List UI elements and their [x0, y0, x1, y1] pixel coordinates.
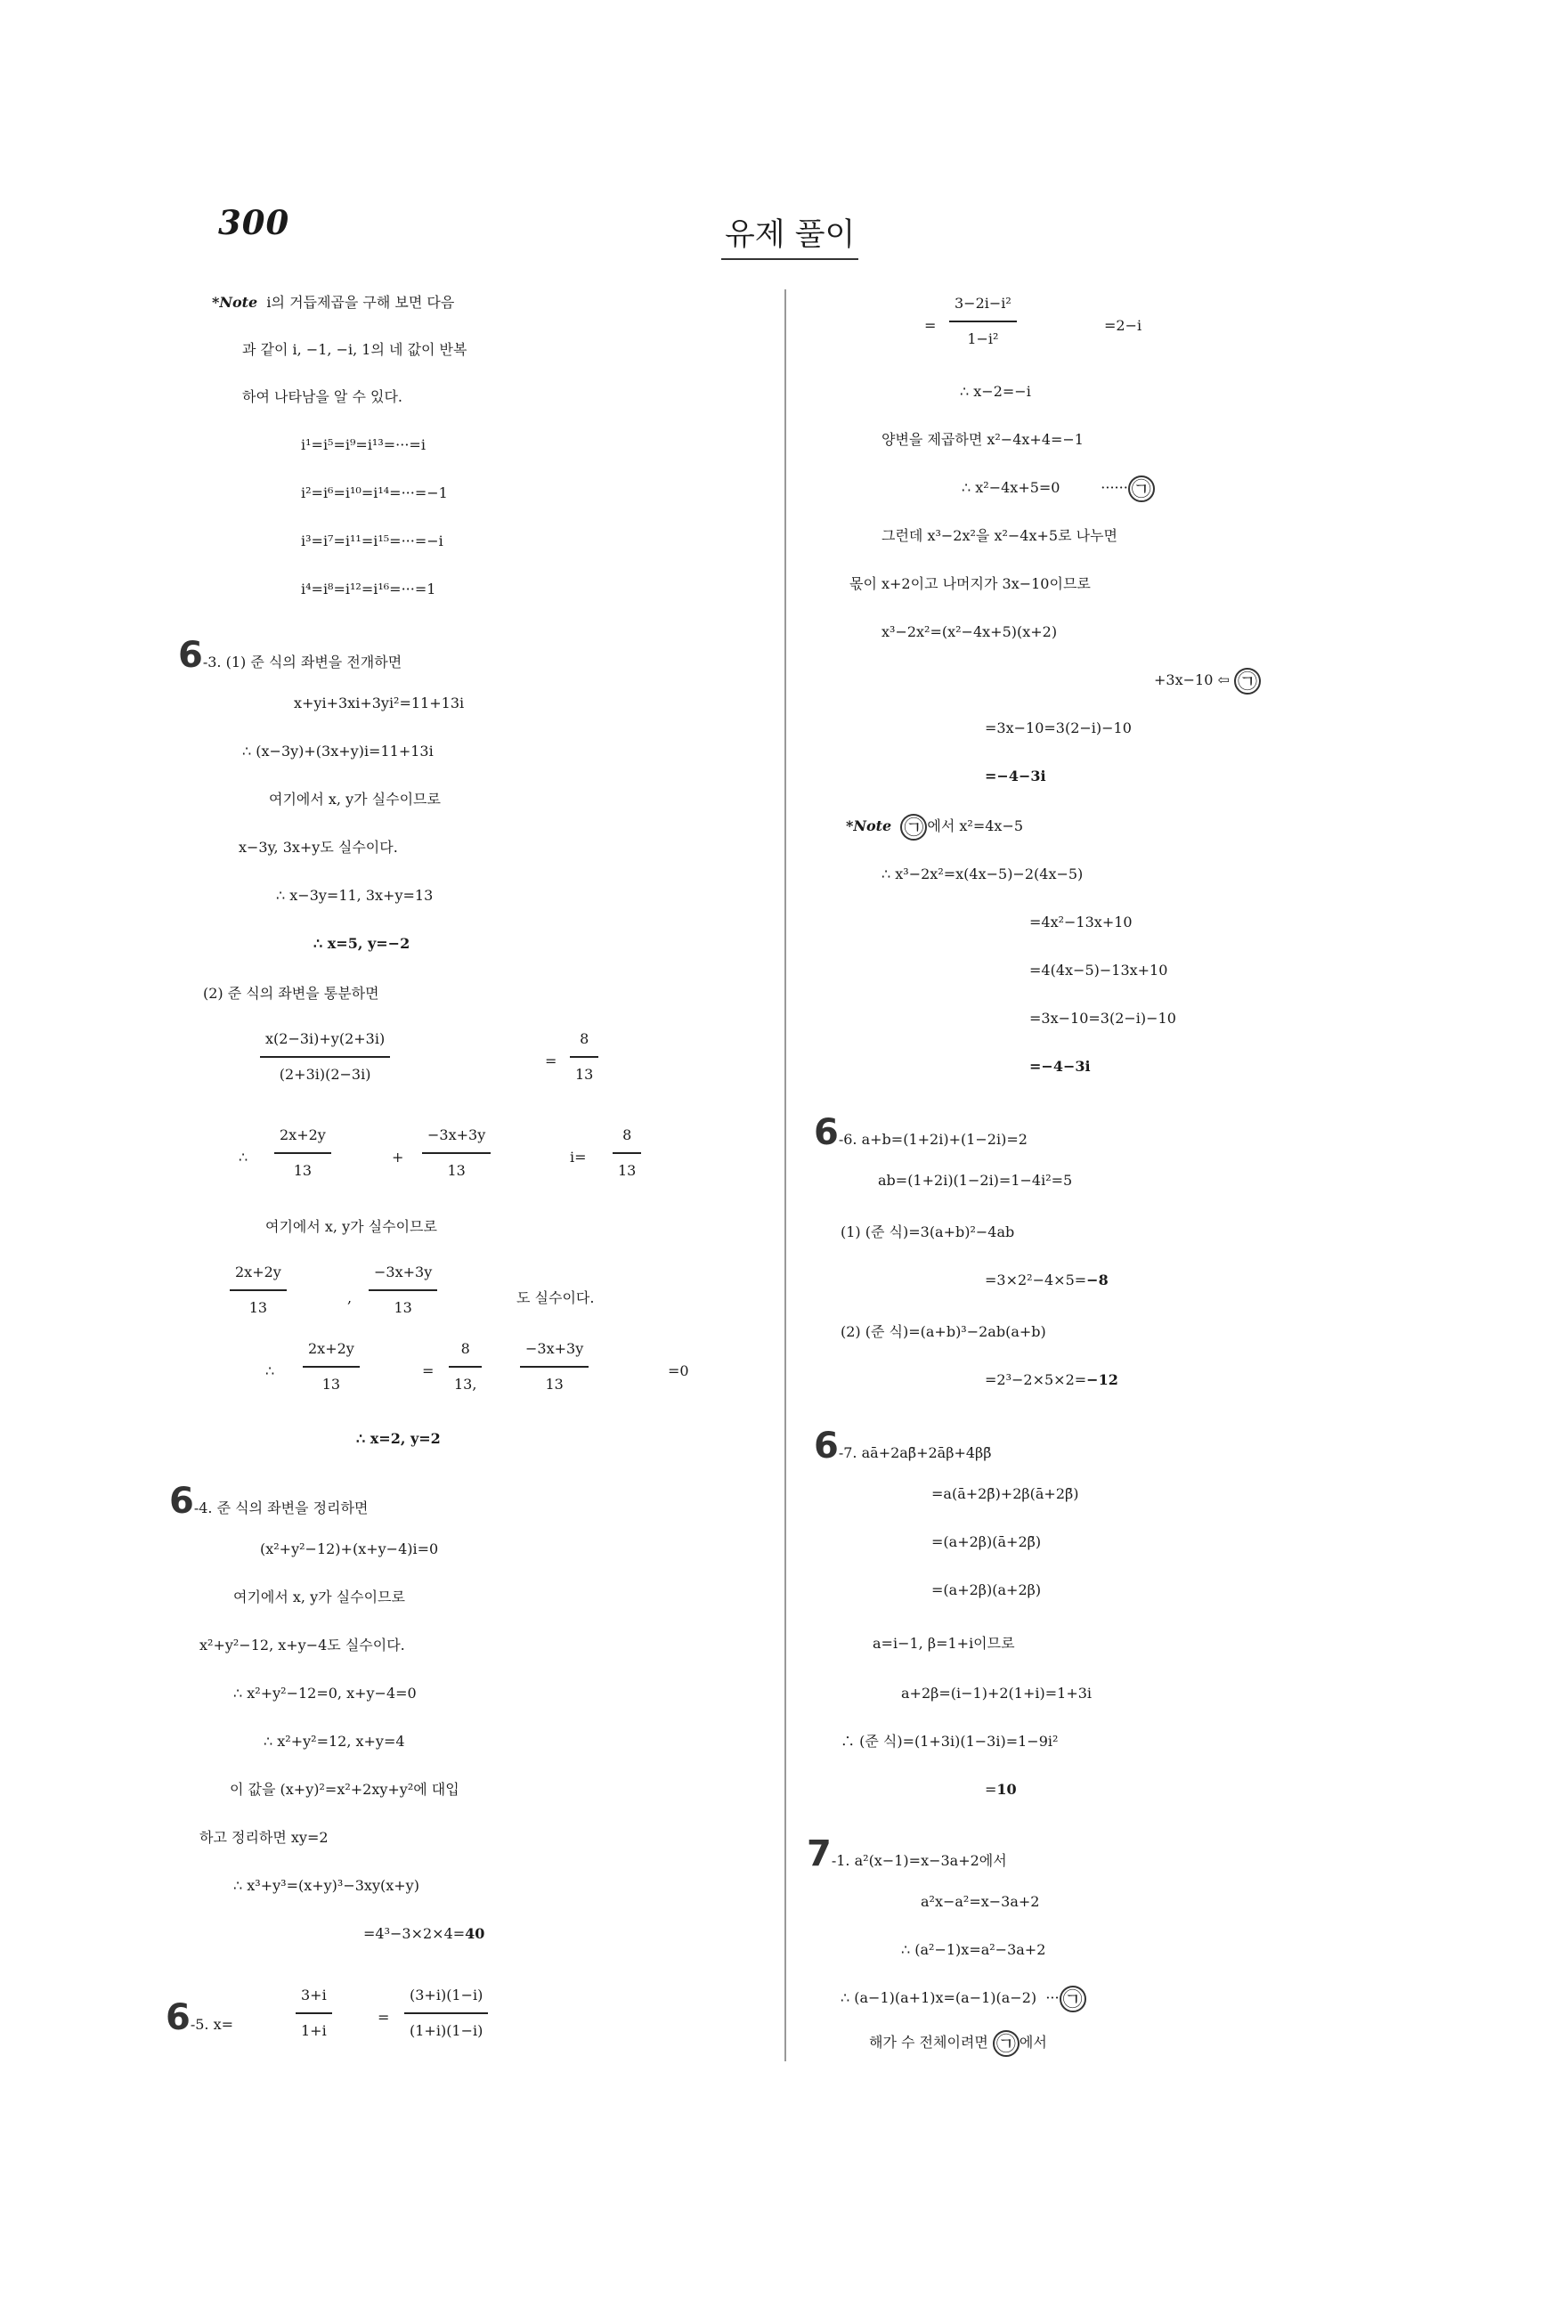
fraction-right-1: $\frac{\text{3−2i−i²}}{\text{1−i²}}$	[949, 287, 1017, 356]
problem-6-3-line-2: x+yi+3xi+3yi²=11+13i	[294, 695, 465, 711]
comma: ,	[347, 1289, 353, 1306]
problem-6-3-line-8: 여기에서 x, y가 실수이므로	[265, 1218, 437, 1235]
circle-label-icon: ㉠	[1234, 668, 1261, 695]
problem-6-3-line-9: 도 실수이다.	[516, 1289, 595, 1306]
equals-zero: =0	[668, 1362, 689, 1379]
problem-6-3-line-5: x−3y, 3x+y도 실수이다.	[239, 839, 398, 856]
i-equals: i=	[570, 1149, 587, 1166]
problem-6-3-line-1: 6-3. (1) 준 식의 좌변을 전개하면	[178, 635, 402, 676]
problem-6-7-line-6: a+2β=(i−1)+2(1+i)=1+3i	[901, 1685, 1093, 1702]
problem-6-3-answer-1: ∴ x=5, y=−2	[313, 935, 410, 952]
problem-6-6-line-2: ab=(1+2i)(1−2i)=1−4i²=5	[878, 1172, 1073, 1189]
problem-6-6-line-6: =2³−2×5×2=−12	[985, 1371, 1118, 1388]
equals-sign: =	[422, 1362, 435, 1379]
problem-6-4-line-1: 6-4. 준 식의 좌변을 정리하면	[169, 1481, 369, 1522]
power-line-3: i³=i⁷=i¹¹=i¹⁵=···=−i	[301, 532, 443, 549]
fraction-6-5-1: $\frac{3+i}{1+i}$	[296, 1979, 332, 2048]
note-line-3: 하여 나타남을 알 수 있다.	[242, 388, 402, 405]
problem-6-3-line-4: 여기에서 x, y가 실수이므로	[269, 791, 441, 808]
right-line-9: =3x−10=3(2−i)−10	[985, 719, 1132, 736]
circle-label-icon: ㉠	[993, 2030, 1020, 2057]
right-line-5: 그런데 x³−2x²을 x²−4x+5로 나누면	[881, 527, 1117, 544]
problem-6-3-answer-2: ∴ x=2, y=2	[356, 1430, 441, 1447]
therefore-sign: ∴	[265, 1362, 275, 1379]
section-title: 유제 풀이	[721, 210, 858, 260]
right-answer-1: =−4−3i	[985, 768, 1046, 784]
problem-6-7-line-5: a=i−1, β=1+i이므로	[873, 1635, 1015, 1652]
right-line-3: 양변을 제곱하면 x²−4x+4=−1	[881, 431, 1084, 448]
circle-label-icon: ㉠	[1060, 1986, 1086, 2012]
problem-6-3-line-3: ∴ (x−3y)+(3x+y)i=11+13i	[242, 743, 434, 760]
note-2-line-1: ∴ x³−2x²=x(4x−5)−2(4x−5)	[881, 865, 1084, 882]
problem-6-4-line-7: 이 값을 (x+y)²=x²+2xy+y²에 대입	[230, 1781, 459, 1798]
right-line-4: ∴ x²−4x+5=0 ······ ㉠	[962, 470, 1155, 506]
power-line-1: i¹=i⁵=i⁹=i¹³=···=i	[301, 436, 426, 453]
problem-7-1-line-3: ∴ (a²−1)x=a²−3a+2	[901, 1941, 1046, 1958]
problem-6-4-line-5: ∴ x²+y²−12=0, x+y−4=0	[233, 1685, 417, 1702]
right-line-8: +3x−10 ⇦ ㉠	[1154, 662, 1261, 698]
problem-7-1-line-5: 해가 수 전체이려면 ㉠ 에서	[869, 2025, 1047, 2060]
fraction-6-5-2: $\frac{(3+i)(1-i)}{(1+i)(1-i)}$	[404, 1979, 488, 2048]
fraction-6-3-10: $\frac{-3x+3y}{13}$	[520, 1332, 589, 1402]
note-2-line-3: =4(4x−5)−13x+10	[1029, 962, 1168, 979]
equals-sign: =	[924, 317, 937, 334]
therefore-sign: ∴	[239, 1149, 248, 1166]
note-2-line-2: =4x²−13x+10	[1029, 914, 1133, 930]
right-line-6: 몫이 x+2이고 나머지가 3x−10이므로	[849, 575, 1091, 592]
fraction-6-3-5: $\frac{8}{13}$	[613, 1118, 641, 1188]
equals-sign: =	[545, 1052, 557, 1069]
power-line-4: i⁴=i⁸=i¹²=i¹⁶=···=1	[301, 581, 436, 597]
fraction-6-3-1: $\frac{x(2-3i)+y(2+3i)}{(2+3i)(2-3i)}$	[260, 1022, 390, 1092]
note-2-line: *Note ㉠ 에서 x²=4x−5	[846, 809, 1023, 844]
problem-6-7-line-7: ∴ (준 식)=(1+3i)(1−3i)=1−9i²	[841, 1733, 1059, 1750]
problem-7-1-line-4: ∴ (a−1)(a+1)x=(a−1)(a−2) ··· ㉠	[841, 1980, 1086, 2016]
problem-6-6-line-5: (2) (준 식)=(a+b)³−2ab(a+b)	[841, 1323, 1046, 1340]
circle-label-icon: ㉠	[1128, 475, 1155, 502]
problem-6-4-line-2: (x²+y²−12)+(x+y−4)i=0	[260, 1540, 439, 1557]
problem-6-7-line-2: =a(ā+2β̄)+2β(ā+2β̄)	[931, 1485, 1079, 1502]
problem-6-7-line-8: =10	[985, 1781, 1017, 1798]
problem-6-3-line-7: (2) 준 식의 좌변을 통분하면	[203, 985, 379, 1002]
left-arrow-icon: ⇦	[1217, 671, 1230, 688]
note-line-1: *Note i의 거듭제곱을 구해 보면 다음	[212, 294, 455, 311]
fraction-6-3-8: $\frac{2x+2y}{13}$	[303, 1332, 360, 1402]
power-line-2: i²=i⁶=i¹⁰=i¹⁴=···=−1	[301, 484, 448, 501]
problem-6-6-line-4: =3×2²−4×5=−8	[985, 1272, 1109, 1288]
note-2-line-4: =3x−10=3(2−i)−10	[1029, 1010, 1176, 1027]
problem-7-1-line-1: 7-1. a²(x−1)=x−3a+2에서	[807, 1833, 1007, 1874]
problem-6-4-line-9: ∴ x³+y³=(x+y)³−3xy(x+y)	[233, 1877, 419, 1894]
problem-6-4-line-3: 여기에서 x, y가 실수이므로	[233, 1589, 405, 1605]
problem-6-4-line-8: 하고 정리하면 xy=2	[199, 1829, 329, 1846]
fraction-6-3-3: $\frac{2x+2y}{13}$	[274, 1118, 331, 1188]
note-line-2: 과 같이 i, −1, −i, 1의 네 값이 반복	[242, 341, 467, 358]
fraction-6-3-9: $\frac{8}{13,}$	[449, 1332, 482, 1402]
problem-6-7-line-1: 6-7. aā+2aβ̄+2āβ+4ββ̄	[814, 1426, 992, 1467]
circle-label-icon: ㉠	[900, 814, 927, 841]
problem-6-4-line-6: ∴ x²+y²=12, x+y=4	[264, 1733, 405, 1750]
right-line-7: x³−2x²=(x²−4x+5)(x+2)	[881, 623, 1058, 640]
right-line-2: ∴ x−2=−i	[960, 383, 1031, 400]
problem-6-7-line-3: =(a+2β)(ā+2β̄)	[931, 1533, 1042, 1550]
problem-6-4-line-10: =4³−3×2×4=40	[363, 1925, 485, 1942]
fraction-6-3-4: $\frac{-3x+3y}{13}$	[422, 1118, 491, 1188]
problem-7-1-line-2: a²x−a²=x−3a+2	[921, 1893, 1040, 1910]
equals-sign: =	[378, 2009, 390, 2026]
page-number: 300	[218, 203, 290, 242]
fraction-6-3-2: $\frac{8}{13}$	[570, 1022, 598, 1092]
note-2-answer: =−4−3i	[1029, 1058, 1091, 1075]
problem-6-6-line-3: (1) (준 식)=3(a+b)²−4ab	[841, 1223, 1015, 1240]
problem-6-4-line-4: x²+y²−12, x+y−4도 실수이다.	[199, 1637, 405, 1654]
problem-6-5-label: 6-5. x=	[166, 1997, 234, 2038]
fraction-6-3-7: $\frac{-3x+3y}{13}$	[369, 1255, 437, 1325]
right-line-1: =2−i	[1104, 317, 1142, 334]
problem-6-6-line-1: 6-6. a+b=(1+2i)+(1−2i)=2	[814, 1112, 1028, 1153]
problem-6-7-line-4: =(a+2β)(a+2β)	[931, 1581, 1042, 1598]
plus-sign: +	[392, 1149, 404, 1166]
fraction-6-3-6: $\frac{2x+2y}{13}$	[230, 1255, 287, 1325]
problem-6-3-line-6: ∴ x−3y=11, 3x+y=13	[276, 887, 434, 904]
column-divider	[784, 289, 786, 2061]
